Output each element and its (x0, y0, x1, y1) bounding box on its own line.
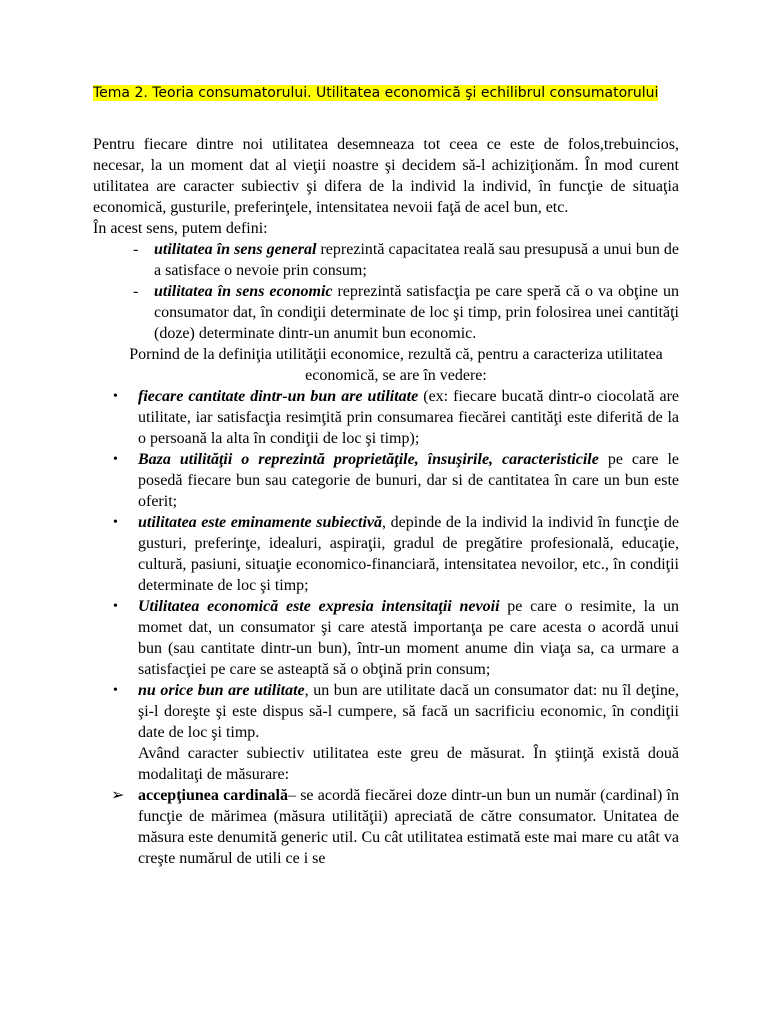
characteristic-item (93, 596, 679, 680)
bullet-marker: • (113, 389, 118, 404)
cardinal-item (93, 785, 679, 869)
characteristic-term: Baza utilităţii o reprezintă proprietăţile, însuşirile, caracteristicile (138, 451, 599, 468)
document-body (93, 134, 679, 869)
section-heading (93, 84, 693, 102)
cardinal-text: – se acordă fiecărei doze dintr-un bun un număr (cardinal) în funcţie de mărimea (măsura utilităţii) apreciată de către consumator. Unitatea de măsura este denumită generic util. Cu cât utilitatea estimată este mai mare cu atât va creşte numărul de utili ce i se (138, 787, 680, 867)
definition-text: reprezintă capacitatea reală sau presupusă a unui bun de a satisface o nevoie prin consum; (154, 241, 679, 279)
bullet-marker: • (113, 683, 118, 698)
characteristic-text: (ex: fiecare bucată dintr-o ciocolată are utilitate, iar satisfacţia resimţită prin consumarea fiecărei cantităţi este diferită de la o persoană la alta în condiţii de loc şi timp); (138, 388, 679, 447)
characteristic-item (93, 680, 679, 743)
characteristics-list (93, 386, 679, 743)
characteristic-term: nu orice bun are utilitate (138, 682, 305, 699)
cardinal-term: accepţiunea cardinală (138, 787, 288, 804)
bullet-marker: • (113, 515, 118, 530)
bullet-marker: • (113, 452, 118, 467)
characteristic-term: Utilitatea economică este expresia intensitaţii nevoii (138, 598, 500, 615)
characteristic-term: utilitatea este eminamente subiectivă (138, 514, 383, 531)
definition-item (93, 281, 679, 344)
characteristic-text: , depinde de la individ la individ în funcţie de gusturi, preferinţe, idealuri, aspiraţii, gradul de pregătire profesională, educaţie, cultură, pasiuni, situaţie economico-financiară, intensitatea nevoilor, etc., în condiţii determinate de loc şi timp; (138, 514, 679, 594)
definitions-list (93, 239, 679, 344)
highlighted-heading-text: Tema 2. Teoria consumatorului. Utilitatea economică şi echilibrul consumatorului (93, 85, 659, 101)
characteristic-item (93, 449, 679, 512)
arrow-marker: ➢ (111, 787, 125, 804)
characteristic-text: pe care le posedă fiecare bun sau categorie de bunuri, dar si de cantitatea în care un bun este oferit; (138, 451, 679, 510)
definition-term: utilitatea în sens general (154, 241, 317, 258)
definition-item (93, 239, 679, 281)
sense-line: În acest sens, putem defini: (93, 220, 268, 237)
definition-term: utilitatea în sens economic (154, 283, 333, 300)
starting-line: Pornind de la definiţia utilităţii economice, rezultă că, pentru a caracteriza utilitatea economică, se are în vedere: (129, 346, 663, 384)
definition-text: reprezintă satisfacţia pe care speră că o va obţine un consumator dat, în condiţii determinate de loc şi timp, prin folosirea unei cantităţi (doze) determinate dintr-un anumit bun economic. (154, 283, 679, 342)
characteristic-text: pe care o resimite, la un momet dat, un consumator şi care atestă importanţa pe care acesta o acordă unui bun (sau cantitate dintr-un bun), într-un moment anume din viaţa sa, ca urmare a satisfacţiei pe care se asteaptă să o obţină prin consum; (138, 598, 679, 678)
dash-marker: - (133, 283, 139, 300)
characteristic-item (93, 512, 679, 596)
characteristic-text: , un bun are utilitate dacă un consumator dat: nu îl deţine, şi-l doreşte şi este dispus să-l cumpere, să facă un sacrificiu economic, în condiţii date de loc şi timp. (138, 682, 679, 741)
dash-marker: - (133, 241, 139, 258)
characteristic-term: fiecare cantitate dintr-un bun are utilitate (138, 388, 419, 405)
measure-line: Având caracter subiectiv utilitatea este greu de măsurat. În ştiinţă există două modalitaţi de măsurare: (138, 745, 679, 783)
characteristic-item (93, 386, 679, 449)
bullet-marker: • (113, 599, 118, 614)
intro-paragraph: Pentru fiecare dintre noi utilitatea desemneaza tot ceea ce este de folos,trebuincios, necesar, la un moment dat al vieţii noastre şi decidem să-l achiziţionăm. În mod curent utilitatea are caracter subiectiv şi difera de la individ la individ, în funcţie de situaţia economică, gusturile, preferinţele, intensitatea nevoii faţă de acel bun, etc. (93, 136, 679, 216)
